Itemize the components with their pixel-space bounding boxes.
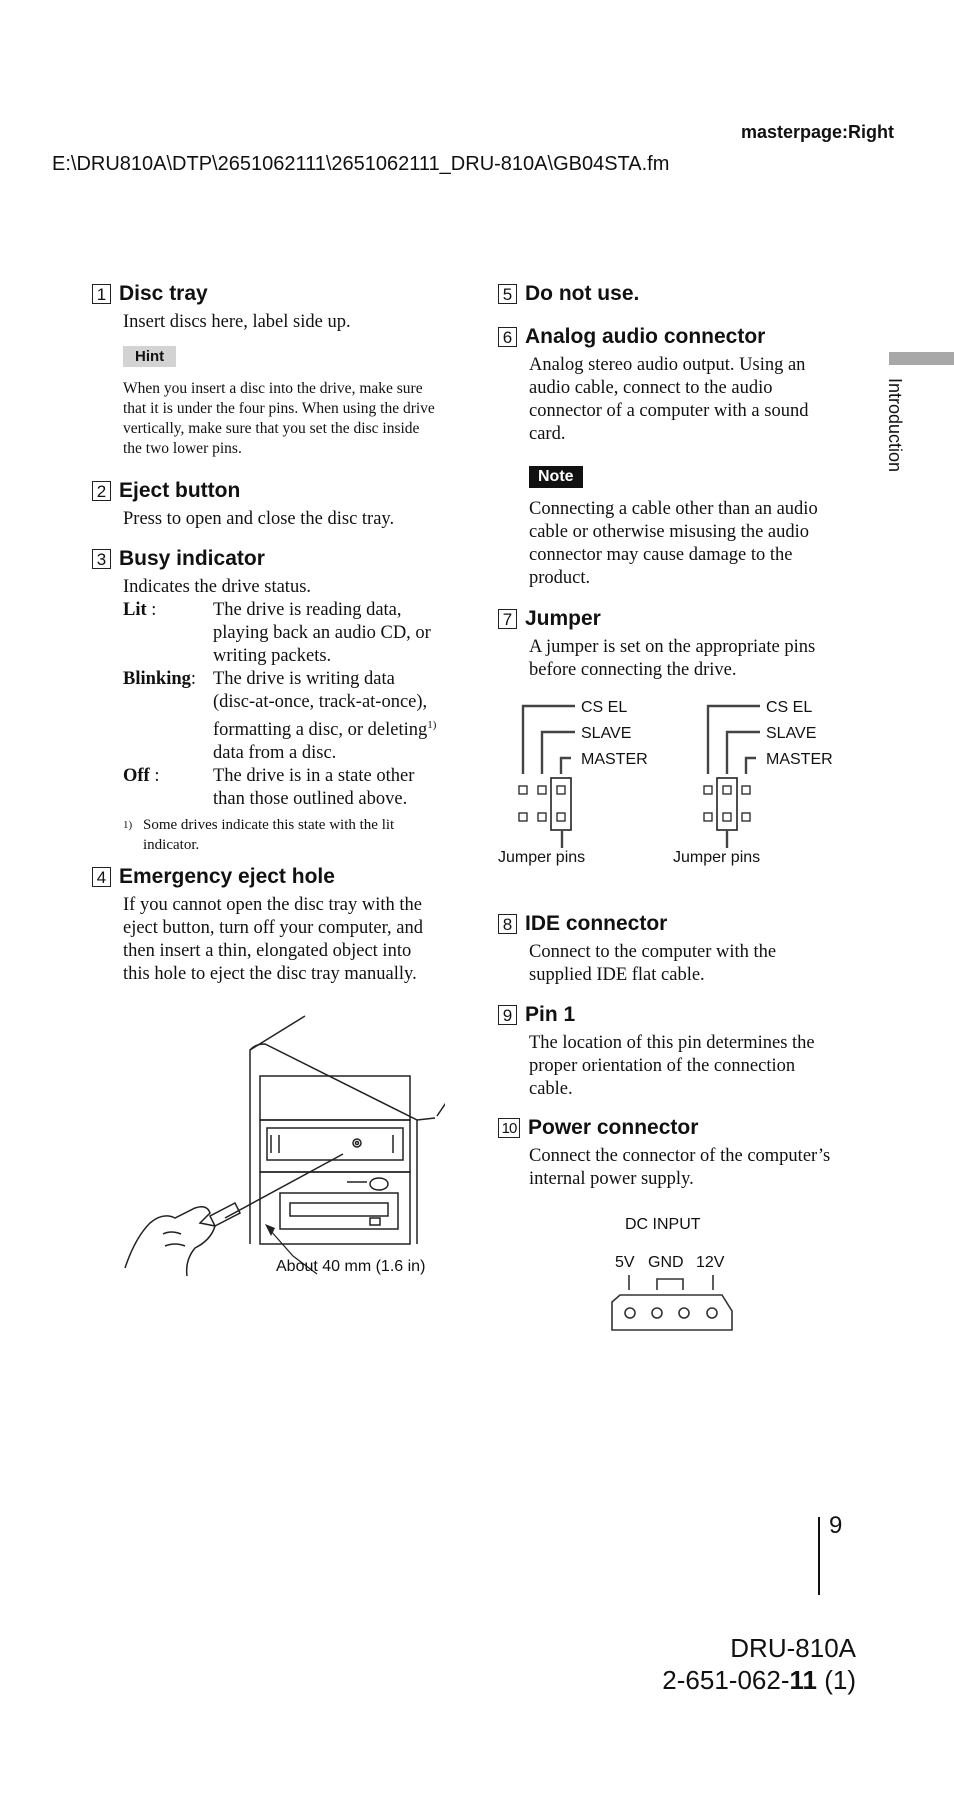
item-title: Power connector (528, 1116, 699, 1139)
item-number: 2 (92, 481, 111, 501)
note-label: Note (529, 466, 583, 488)
model-block (662, 1632, 856, 1696)
label-gnd: GND (648, 1254, 684, 1271)
status-desc-cont: data from a disc. (213, 743, 337, 764)
status-row-blinking (123, 668, 437, 765)
item-text: Press to open and close the disc tray. (123, 509, 395, 529)
item-text: Connect to the computer with the supplied IDE flat cable. (529, 942, 777, 985)
label-master: MASTER (581, 751, 648, 768)
status-sep: : (146, 600, 157, 620)
label-cs-el: CS EL (581, 699, 628, 716)
item-text: Analog stereo audio output. Using an audio cable, connect to the audio connector of a computer with a sound card. (529, 355, 809, 444)
dc-input-diagram (600, 1205, 750, 1335)
label-slave: SLAVE (581, 725, 632, 742)
hint-text: When you insert a disc into the drive, make sure that it is under the four pins. When using the drive vertically, make sure that you set the disc inside the two lower pins. (123, 380, 435, 457)
status-row-off (123, 765, 437, 811)
item-title: Jumper (525, 607, 601, 630)
page-number: 9 (829, 1512, 843, 1539)
status-term: Blinking (123, 669, 191, 689)
code-prefix: 2-651-062- (662, 1665, 790, 1695)
file-path: E:\DRU810A\DTP\2651062111\2651062111_DRU-810A\GB04STA.fm (52, 153, 670, 175)
item-title: Eject button (119, 479, 241, 502)
item-text: Connect the connector of the computer’s internal power supply. (529, 1146, 831, 1189)
masterpage-label: masterpage:Right (741, 122, 895, 142)
label-master: MASTER (766, 751, 833, 768)
item-number: 9 (498, 1005, 517, 1025)
item-text: Indicates the drive status. (123, 577, 312, 597)
item-analog-audio (498, 324, 843, 590)
code-bold: 11 (789, 1665, 817, 1695)
item-number: 4 (92, 867, 111, 887)
status-desc: The drive is reading data, playing back an audio CD, or writing packets. (213, 600, 431, 666)
item-text: The location of this pin determines the proper orientation of the connection cable. (529, 1033, 815, 1099)
item-title: Pin 1 (525, 1003, 576, 1026)
item-title: IDE connector (525, 912, 668, 935)
eject-figure-caption: About 40 mm (1.6 in) (276, 1258, 426, 1275)
model-name: DRU-810A (730, 1633, 856, 1663)
item-number: 3 (92, 549, 111, 569)
status-row-lit (123, 599, 437, 668)
item-do-not-use (498, 281, 843, 307)
side-tab-marker (889, 352, 954, 365)
eject-illustration (115, 1008, 445, 1288)
jumper-diagram-cs-el (498, 699, 648, 866)
footnote-mark: 1) (123, 819, 133, 832)
label-5v: 5V (615, 1254, 635, 1271)
item-title: Analog audio connector (525, 325, 766, 348)
label-cs-el: CS EL (766, 699, 813, 716)
footnote-text: Some drives indicate this state with the lit indicator. (143, 817, 395, 854)
item-pin-1 (498, 1002, 843, 1101)
status-desc: The drive is writing data (disc-at-once, track-at-once), formatting a disc, or deleting (213, 669, 428, 741)
label-jumper-pins: Jumper pins (673, 849, 761, 866)
status-sep: : (149, 766, 160, 787)
item-ide-connector (498, 911, 843, 987)
item-number: 7 (498, 609, 517, 629)
item-emergency-eject (92, 864, 437, 986)
item-number: 6 (498, 327, 517, 347)
label-jumper-pins: Jumper pins (498, 849, 586, 866)
model-code (662, 1664, 856, 1696)
item-title: Busy indicator (119, 547, 265, 570)
label-slave: SLAVE (766, 725, 817, 742)
item-number: 5 (498, 284, 517, 304)
item-jumper (498, 606, 843, 682)
page-number-rule (818, 1517, 820, 1595)
item-number: 10 (498, 1118, 520, 1138)
hint-label: Hint (123, 346, 176, 367)
status-term: Off (123, 766, 150, 787)
item-number: 1 (92, 284, 111, 304)
dc-input-title: DC INPUT (625, 1216, 701, 1233)
item-text: Insert discs here, label side up. (123, 312, 351, 332)
item-text: A jumper is set on the appropriate pins before connecting the drive. (529, 637, 816, 680)
note-text: Connecting a cable other than an audio cable or otherwise misusing the audio connector may cause damage to the product. (529, 499, 818, 588)
jumper-diagram (495, 690, 875, 870)
side-tab-label: Introduction (885, 378, 905, 473)
item-text: If you cannot open the disc tray with the eject button, turn off your computer, and then insert a thin, elongated object into this hole to eject the disc tray manually. (123, 895, 423, 984)
item-title: Emergency eject hole (119, 865, 335, 888)
item-title: Do not use. (525, 282, 640, 305)
status-table (123, 599, 437, 811)
item-number: 8 (498, 914, 517, 934)
status-term: Lit (123, 600, 147, 620)
item-busy-indicator (92, 546, 437, 855)
footnote-ref: 1) (427, 719, 437, 731)
item-disc-tray (92, 281, 437, 459)
jumper-diagram-slave (673, 699, 833, 866)
label-12v: 12V (696, 1254, 725, 1271)
status-sep: : (190, 669, 197, 689)
item-eject-button (92, 478, 437, 531)
footnote (123, 815, 437, 855)
status-desc: The drive is in a state other than those outlined above. (213, 766, 415, 810)
item-power-connector (498, 1115, 843, 1191)
code-suffix: (1) (817, 1665, 856, 1695)
item-title: Disc tray (119, 282, 208, 305)
